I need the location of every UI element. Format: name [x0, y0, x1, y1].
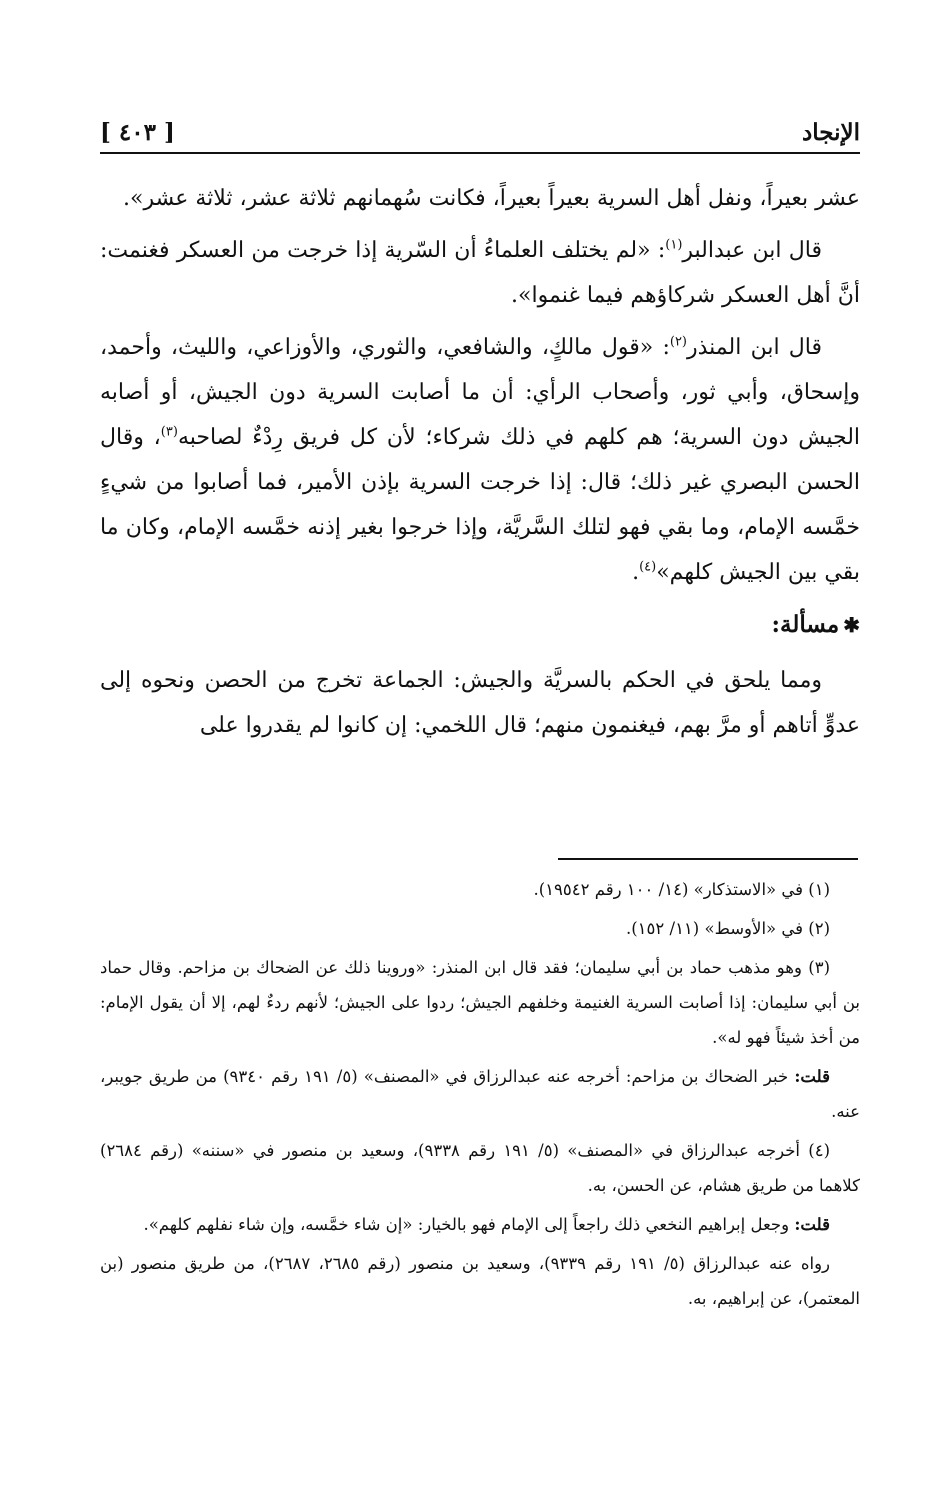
paragraph-3: [100, 325, 860, 595]
page-number: [ ٤٠٣ ]: [100, 118, 175, 146]
comment-lead: قلت:: [794, 1067, 830, 1086]
p2-text-a: قال ابن عبدالبر: [682, 238, 822, 263]
footnote-3-comment: [100, 1059, 860, 1129]
footnotes: [100, 872, 860, 1320]
footnote-1: (١) في «الاستذكار» (١٤/ ١٠٠ رقم ١٩٥٤٢).: [533, 880, 830, 899]
footnote-separator: [558, 858, 858, 860]
star-icon: ✱: [843, 613, 860, 637]
paragraph-1: عشر بعيراً، ونفل أهل السرية بعيراً بعيراً، فكانت سُهمانهم ثلاثة عشر، ثلاثة عشر».: [123, 186, 860, 211]
footnote-4-source: رواه عنه عبدالرزاق (٥/ ١٩١ رقم ٩٣٣٩)، وسعيد بن منصور (رقم ٢٦٨٥، ٢٦٨٧)، من طريق منصور (بن المعتمر)، عن إبراهيم، به.: [100, 1254, 860, 1308]
comment-text: وجعل إبراهيم النخعي ذلك راجعاً إلى الإمام فهو بالخيار: «إن شاء خمَّسه، وإن شاء نفلهم كلهم».: [143, 1215, 795, 1234]
section-heading: [100, 602, 860, 648]
footnote-ref-1[interactable]: (١): [665, 237, 683, 253]
footnote-4-comment: [100, 1207, 860, 1242]
running-header: [100, 112, 860, 154]
p3-text-a: قال ابن المنذر: [687, 335, 822, 360]
p3-text-c: ، وقال الحسن البصري غير ذلك؛ قال: إذا خرجت السرية بإذن الأمير، فما أصابوا من شيءٍ خمَّسه الإمام، وما بقي فهو لتلك السَّريَّة، وإذا خرجوا بغير إذنه خمَّسه الإمام، وكان ما بقي بين الجيش كلهم»: [100, 425, 860, 585]
p3-text-b: : «قول مالكٍ، والشافعي، والثوري، والأوزاعي، والليث، وأحمد، وإسحاق، وأبي ثور، وأصحاب الرأي: أن ما أصابت السرية دون الجيش، أو أصابه الجيش دون السرية؛ هم كلهم في ذلك شركاء؛ لأن كل فريق رِدْءٌ لصاحبه: [100, 335, 861, 450]
comment-lead: قلت:: [794, 1215, 830, 1234]
main-text: [100, 176, 860, 755]
paragraph-2: [100, 228, 860, 318]
p3-text-d: .: [632, 560, 640, 585]
paragraph-4: ومما يلحق في الحكم بالسريَّة والجيش: الجماعة تخرج من الحصن ونحوه إلى عدوٍّ أتاهم أو مرَّ بهم، فيغنمون منهم؛ قال اللخمي: إن كانوا لم يقدروا على: [100, 668, 860, 738]
footnote-2: (٢) في «الأوسط» (١١/ ١٥٢).: [625, 919, 830, 938]
running-title: الإنجاد: [801, 118, 860, 146]
section-heading-text: مسألة:: [771, 611, 840, 638]
footnote-3: (٣) وهو مذهب حماد بن أبي سليمان؛ فقد قال ابن المنذر: «وروينا ذلك عن الضحاك بن مزاحم. وقال حماد بن أبي سليمان: إذا أصابت السرية الغنيمة وخلفهم الجيش؛ ردوا على الجيش؛ لأنهم ردءٌ لهم، إلا أن يقول الإمام: من أخذ شيئاً فهو له».: [100, 958, 860, 1047]
p2-text-b: : «لم يختلف العلماءُ أن السّرية إذا خرجت من العسكر فغنمت: أنَّ أهل العسكر شركاؤهم فيما غنموا».: [100, 238, 860, 308]
footnote-ref-2[interactable]: (٢): [669, 334, 687, 350]
comment-text: خبر الضحاك بن مزاحم: أخرجه عنه عبدالرزاق في «المصنف» (٥/ ١٩١ رقم ٩٣٤٠) من طريق جويبر، عنه.: [100, 1067, 860, 1121]
footnote-ref-4[interactable]: (٤): [639, 559, 657, 575]
footnote-4: (٤) أخرجه عبدالرزاق في «المصنف» (٥/ ١٩١ رقم ٩٣٣٨)، وسعيد بن منصور في «سننه» (رقم ٢٦٨٤) كلاهما من طريق هشام، عن الحسن، به.: [100, 1141, 860, 1195]
footnote-ref-3[interactable]: (٣): [160, 424, 178, 440]
